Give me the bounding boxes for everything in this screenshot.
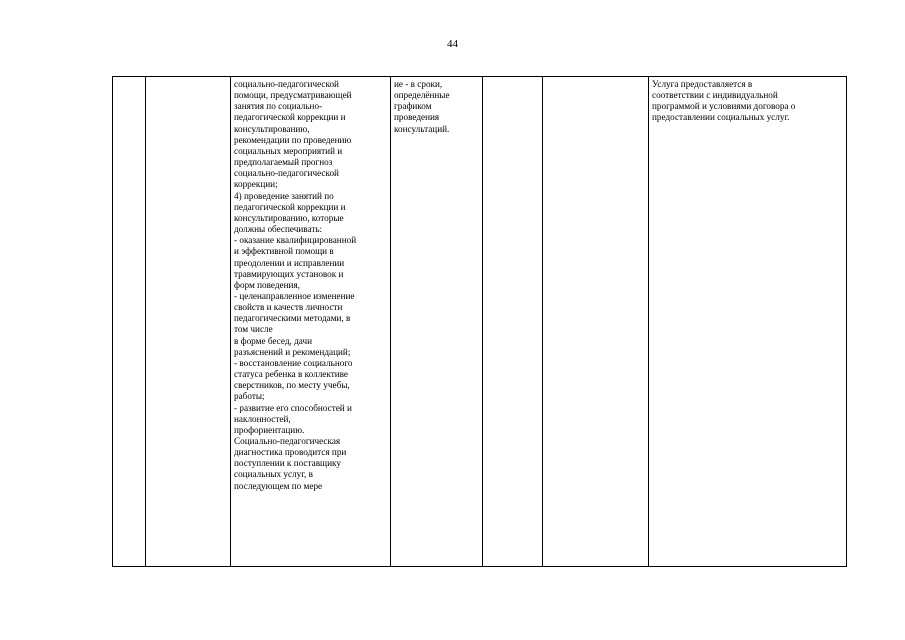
table-cell-conditions (649, 77, 847, 567)
cell-text: ие - в сроки, определённые графиком проведения консультаций. (394, 79, 450, 134)
table-row (113, 77, 847, 567)
cell-text: Услуга предоставляется в соответствии с индивидуальной программой и условиями договора о предоставлении социальных услуг. (652, 79, 796, 123)
page-number: 44 (447, 38, 458, 50)
table-cell-col6 (543, 77, 649, 567)
services-table (112, 76, 847, 567)
table-cell-service-description (231, 77, 391, 567)
cell-text: социально-педагогической помощи, предусматривающей занятия по социально- педагогической коррекции и консультированию, рекомендации по проведению социальных мероприятий и предполагаемый прогноз социально-педагогической коррекции; 4) проведение занятий по педагогической коррекции и консультированию, которые должны обеспечивать: - оказание квалифицированной и эффективной помощи в преодолении и исправлении травмирующих установок и форм поведения, - целенаправленное изменение свойств и качеств личности педагогическими методами, в том числе в форме бесед, дачи разъяснений и рекомендаций; - восстановление социального статуса ребенка в коллективе сверстников, по месту учебы, работы; - развитие его способностей и наклонностей, профориентацию. Социально-педагогическая диагностика проводится при поступлении к поставщику социальных услуг, в последующем по мере (234, 79, 357, 491)
table-cell-number (113, 77, 146, 567)
table-cell-col5 (483, 77, 543, 567)
table-cell-service-terms (391, 77, 483, 567)
table-cell-service-name (146, 77, 231, 567)
